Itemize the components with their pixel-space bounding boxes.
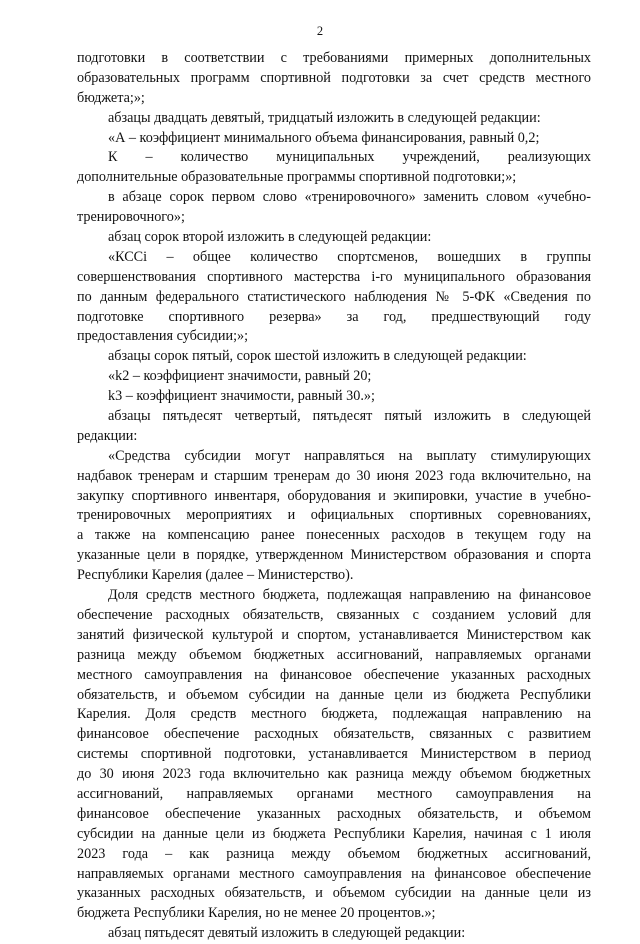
- text-line: финансовое обеспечение указанных расходных обязательств, и объемом: [77, 805, 591, 822]
- text-line: дополнительные образовательные программы спортивной подготовки;»;: [77, 169, 517, 186]
- text-line: абзацы двадцать девятый, тридцатый изложить в следующей редакции:: [108, 109, 541, 126]
- text-line: подготовке спортивного резерва» за год, предшествующий году: [77, 308, 591, 325]
- text-line: бюджета Республики Карелия, но не менее 20 процентов.»;: [77, 905, 436, 922]
- text-line: указанных расходных обязательств, и объемом субсидии на данные цели из: [77, 885, 591, 902]
- text-line: обеспечение расходных обязательств, связанных с созданием условий для: [77, 606, 591, 623]
- text-line: предоставления субсидии;»;: [77, 328, 249, 345]
- text-line: абзацы пятьдесят четвертый, пятьдесят пятый изложить в следующей: [108, 408, 591, 425]
- text-line: до 30 июня 2023 года включительно как разница между объемом бюджетных: [77, 766, 591, 783]
- page-number: 2: [316, 24, 324, 38]
- text-line: совершенствования спортивного мастерства i-го муниципального образования: [77, 268, 591, 285]
- text-line: закупку спортивного инвентаря, оборудования и экипировки, участие в учебно-: [77, 487, 591, 504]
- text-line: ассигнований, направляемых органами местного самоуправления на: [77, 785, 591, 802]
- text-line: Доля средств местного бюджета, подлежащая направлению на финансовое: [108, 587, 591, 604]
- text-line: указанные цели в порядке, утвержденном Министерством образования и спорта: [77, 547, 591, 564]
- text-line: тренировочного»;: [77, 209, 185, 226]
- text-line: «Средства субсидии могут направляться на выплату стимулирующих: [108, 447, 591, 464]
- text-line: тренировочных мероприятиях и официальных спортивных соревнованиях,: [77, 507, 591, 524]
- text-line: бюджета;»;: [77, 89, 145, 106]
- text-line: а также на компенсацию ранее понесенных расходов в текущем году на: [77, 527, 591, 544]
- document-body: [77, 49, 591, 944]
- text-line: «k2 – коэффициент значимости, равный 20;: [108, 368, 372, 385]
- text-line: редакции:: [77, 427, 138, 444]
- text-line: подготовки в соответствии с требованиями примерных дополнительных: [77, 50, 591, 66]
- text-line: системы спортивной подготовки, устанавливается Министерством в период: [77, 746, 591, 763]
- text-line: k3 – коэффициент значимости, равный 30.»;: [108, 388, 375, 405]
- text-line: абзацы сорок пятый, сорок шестой изложить в следующей редакции:: [108, 348, 527, 365]
- text-line: местного самоуправления на финансовое обеспечение указанных расходных: [77, 666, 591, 683]
- text-line: К – количество муниципальных учреждений, реализующих: [108, 149, 591, 166]
- text-line: обязательств, и объемом субсидии на данные цели из бюджета Республики: [77, 686, 591, 703]
- text-line: разница между объемом бюджетных ассигнований, направляемых органами: [77, 646, 591, 663]
- text-line: «КССi – общее количество спортсменов, вошедших в группы: [108, 248, 591, 265]
- text-line: образовательных программ спортивной подготовки за счет средств местного: [77, 69, 591, 86]
- text-line: 2023 года – как разница между объемом бюджетных ассигнований,: [77, 845, 591, 862]
- text-line: направляемых органами местного самоуправления на финансовое обеспечение: [77, 865, 591, 882]
- text-line: «А – коэффициент минимального объема финансирования, равный 0,2;: [108, 129, 540, 146]
- text-line: абзац сорок второй изложить в следующей редакции:: [108, 229, 432, 246]
- text-line: абзац пятьдесят девятый изложить в следующей редакции:: [108, 925, 466, 942]
- text-line: занятий физической культурой и спортом, устанавливается Министерством как: [77, 626, 591, 643]
- text-line: Карелия. Доля средств местного бюджета, подлежащая направлению на: [77, 706, 591, 723]
- text-line: по данным федерального статистического наблюдения № 5-ФК «Сведения по: [77, 288, 591, 305]
- text-line: финансовое обеспечение расходных обязательств, связанных с развитием: [77, 726, 591, 743]
- text-line: Республики Карелия (далее – Министерство).: [77, 567, 354, 584]
- text-line: надбавок тренерам и старшим тренерам до 30 июня 2023 года включительно, на: [77, 467, 591, 484]
- text-line: субсидии на данные цели из бюджета Республики Карелия, начиная с 1 июля: [77, 825, 591, 842]
- text-line: в абзаце сорок первом слово «тренировочного» заменить словом «учебно-: [108, 189, 591, 206]
